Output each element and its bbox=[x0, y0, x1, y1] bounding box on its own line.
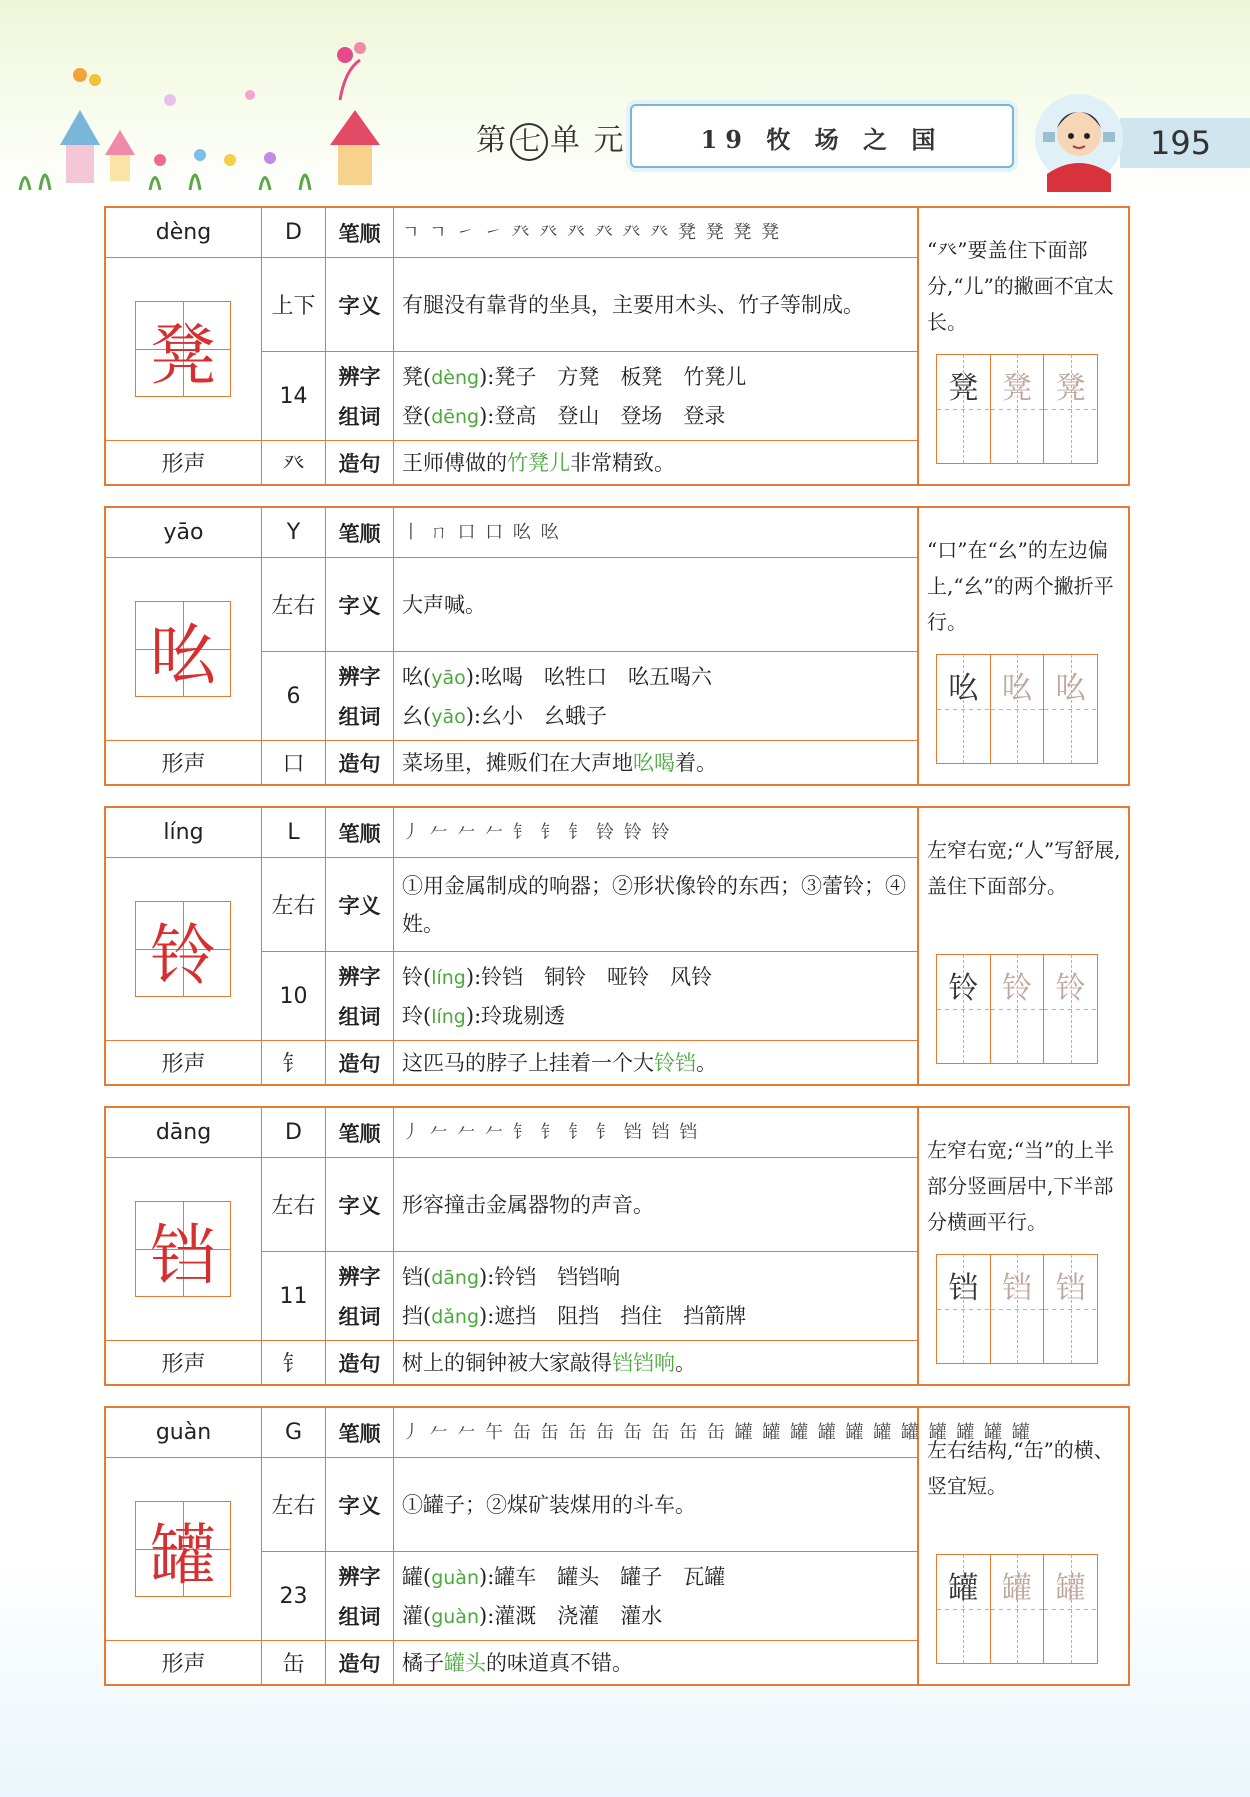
stroke-count: 11 bbox=[262, 1252, 326, 1341]
writing-tip: 左窄右宽;“人”写舒展,盖住下面部分。 bbox=[927, 838, 1121, 898]
stroke-order-cell bbox=[394, 208, 918, 258]
char-type: 形声 bbox=[106, 1041, 262, 1084]
stroke-order: 丿 𠂉 𠂉 午 缶 缶 缶 缶 缶 缶 缶 缶 罐 罐 罐 罐 罐 罐 罐 罐 罐 罐 罐 bbox=[402, 1421, 1032, 1443]
radical: 钅 bbox=[262, 1041, 326, 1084]
practice-cell: 罐 bbox=[991, 1555, 1045, 1663]
pinyin: dāng bbox=[106, 1108, 262, 1158]
bianzi-line-1: 铛(dāng):铃铛 铛铛响 bbox=[402, 1265, 621, 1289]
zuci-label: 组词 bbox=[338, 705, 381, 729]
page-header bbox=[0, 0, 1250, 200]
structure: 左右 bbox=[262, 1158, 326, 1252]
practice-grid bbox=[936, 1554, 1098, 1664]
bianzi-label: 辨字 bbox=[338, 1265, 381, 1289]
bianzi-zuci bbox=[394, 1252, 918, 1341]
writing-tip: 左窄右宽;“当”的上半部分竖画居中,下半部分横画平行。 bbox=[927, 1138, 1115, 1234]
initial-letter: Y bbox=[262, 508, 326, 558]
practice-cell: 罐 bbox=[1044, 1555, 1097, 1663]
meaning bbox=[394, 858, 918, 952]
writing-tip: 左右结构,“缶”的横、竖宜短。 bbox=[927, 1438, 1114, 1498]
char-type: 形声 bbox=[106, 741, 262, 784]
sentence-highlight: 铃铛 bbox=[654, 1050, 696, 1075]
practice-cell: 铃 bbox=[937, 955, 991, 1063]
mascot-icon bbox=[1025, 82, 1133, 192]
stroke-count: 6 bbox=[262, 652, 326, 741]
sentence: 这匹马的脖子上挂着一个大 铃铛 。 bbox=[394, 1041, 918, 1084]
stroke-order: ㄱ ㄱ ㇀ ㇀ 癶 癶 癶 癶 癶 癶 凳 凳 凳 凳 bbox=[402, 221, 782, 243]
unit-number: 七 bbox=[510, 123, 548, 161]
writing-tip: “癶”要盖住下面部分,“儿”的撇画不宜太长。 bbox=[927, 238, 1114, 334]
practice-cell: 凳 bbox=[991, 355, 1045, 463]
bianzi-line-2: 挡(dǎng):遮挡 阻挡 挡住 挡箭牌 bbox=[402, 1304, 747, 1328]
bianzi-label: 辨字 bbox=[338, 1565, 381, 1589]
bianzi-line-2: 幺(yāo):幺小 幺蛾子 bbox=[402, 704, 607, 728]
radical: 钅 bbox=[262, 1341, 326, 1384]
bianzi-zuci-labels bbox=[326, 1252, 394, 1341]
practice-grid bbox=[936, 654, 1098, 764]
initial-letter: L bbox=[262, 808, 326, 858]
pinyin: dèng bbox=[106, 208, 262, 258]
bianzi-line-1: 罐(guàn):罐车 罐头 罐子 瓦罐 bbox=[402, 1565, 726, 1589]
bianzi-line-2: 灌(guàn):灌溉 浇灌 灌水 bbox=[402, 1604, 663, 1628]
meaning-text: 有腿没有靠背的坐具，主要用木头、竹子等制成。 bbox=[402, 292, 864, 317]
zuci-label: 组词 bbox=[338, 405, 381, 429]
zuci-label: 组词 bbox=[338, 1305, 381, 1329]
big-char: 铛 bbox=[150, 1216, 216, 1294]
practice-cell: 铛 bbox=[1044, 1255, 1097, 1363]
sentence: 菜场里，摊贩们在大声地 吆喝 着。 bbox=[394, 741, 918, 784]
structure: 左右 bbox=[262, 558, 326, 652]
meaning-label: 字义 bbox=[326, 1158, 394, 1252]
big-char-box bbox=[135, 301, 231, 397]
sentence-label: 造句 bbox=[326, 1341, 394, 1384]
big-char: 铃 bbox=[150, 916, 216, 994]
character-card bbox=[104, 206, 1130, 486]
bianzi-line-1: 吆(yāo):吆喝 吆牲口 吆五喝六 bbox=[402, 665, 712, 689]
pinyin: guàn bbox=[106, 1408, 262, 1458]
stroke-order: 丿 𠂉 𠂉 𠂉 钅 钅 钅 铃 铃 铃 bbox=[402, 821, 672, 843]
pinyin: yāo bbox=[106, 508, 262, 558]
stroke-order-label: 笔顺 bbox=[326, 508, 394, 558]
big-char-cell bbox=[106, 258, 262, 441]
bianzi-zuci-labels bbox=[326, 1552, 394, 1641]
sentence-label: 造句 bbox=[326, 1041, 394, 1084]
char-type: 形声 bbox=[106, 1341, 262, 1384]
char-type: 形声 bbox=[106, 1641, 262, 1684]
practice-grid bbox=[936, 1254, 1098, 1364]
character-card bbox=[104, 1106, 1130, 1386]
sentence-highlight: 铛铛响 bbox=[612, 1350, 675, 1375]
practice-grid bbox=[936, 954, 1098, 1064]
bianzi-line-2: 玲(líng):玲珑剔透 bbox=[402, 1004, 566, 1028]
garden-decoration-icon bbox=[0, 40, 420, 200]
bianzi-zuci bbox=[394, 952, 918, 1041]
meaning bbox=[394, 558, 918, 652]
bianzi-label: 辨字 bbox=[338, 665, 381, 689]
character-card bbox=[104, 506, 1130, 786]
big-char: 凳 bbox=[150, 316, 216, 394]
lesson-title-scroll bbox=[630, 104, 1014, 168]
initial-letter: G bbox=[262, 1408, 326, 1458]
initial-letter: D bbox=[262, 1108, 326, 1158]
initial-letter: D bbox=[262, 208, 326, 258]
structure: 左右 bbox=[262, 1458, 326, 1552]
big-char-box bbox=[135, 1201, 231, 1297]
big-char-box bbox=[135, 601, 231, 697]
sentence: 橘子 罐头 的味道真不错。 bbox=[394, 1641, 918, 1684]
meaning-text: ①用金属制成的响器；②形状像铃的东西；③蕾铃；④姓。 bbox=[402, 873, 906, 936]
pinyin: líng bbox=[106, 808, 262, 858]
meaning-label: 字义 bbox=[326, 558, 394, 652]
bianzi-zuci bbox=[394, 352, 918, 441]
character-card bbox=[104, 1406, 1130, 1686]
stroke-order: 丿 𠂉 𠂉 𠂉 钅 钅 钅 钅 铛 铛 铛 bbox=[402, 1121, 700, 1143]
stroke-order-label: 笔顺 bbox=[326, 1408, 394, 1458]
big-char-cell bbox=[106, 1458, 262, 1641]
practice-grid bbox=[936, 354, 1098, 464]
big-char-cell bbox=[106, 1158, 262, 1341]
unit-prefix: 第 bbox=[476, 123, 508, 158]
practice-cell: 吆 bbox=[991, 655, 1045, 763]
meaning-text: 形容撞击金属器物的声音。 bbox=[402, 1192, 654, 1217]
zuci-label: 组词 bbox=[338, 1605, 381, 1629]
bianzi-zuci bbox=[394, 1552, 918, 1641]
character-card bbox=[104, 806, 1130, 1086]
meaning-label: 字义 bbox=[326, 1458, 394, 1552]
stroke-order-label: 笔顺 bbox=[326, 1108, 394, 1158]
stroke-order-cell bbox=[394, 1408, 1032, 1458]
sentence: 王师傅做的 竹凳儿 非常精致。 bbox=[394, 441, 918, 484]
big-char-cell bbox=[106, 858, 262, 1041]
bianzi-zuci-labels bbox=[326, 952, 394, 1041]
sentence-label: 造句 bbox=[326, 741, 394, 784]
practice-cell: 铛 bbox=[991, 1255, 1045, 1363]
meaning-label: 字义 bbox=[326, 258, 394, 352]
practice-cell: 铛 bbox=[937, 1255, 991, 1363]
practice-cell: 吆 bbox=[1044, 655, 1097, 763]
meaning bbox=[394, 1458, 918, 1552]
practice-cell: 铃 bbox=[991, 955, 1045, 1063]
meaning-text: ①罐子；②煤矿装煤用的斗车。 bbox=[402, 1492, 696, 1517]
stroke-order-cell bbox=[394, 808, 918, 858]
bianzi-zuci bbox=[394, 652, 918, 741]
unit-heading bbox=[476, 115, 626, 161]
bianzi-line-1: 凳(dèng):凳子 方凳 板凳 竹凳儿 bbox=[402, 365, 747, 389]
zuci-label: 组词 bbox=[338, 1005, 381, 1029]
sentence-highlight: 竹凳儿 bbox=[507, 450, 570, 475]
bianzi-line-1: 铃(líng):铃铛 铜铃 哑铃 风铃 bbox=[402, 965, 713, 989]
practice-cell: 凳 bbox=[1044, 355, 1097, 463]
page-number: 195 bbox=[1150, 124, 1212, 162]
structure: 上下 bbox=[262, 258, 326, 352]
stroke-count: 23 bbox=[262, 1552, 326, 1641]
practice-cell: 吆 bbox=[937, 655, 991, 763]
stroke-order-label: 笔顺 bbox=[326, 808, 394, 858]
meaning-text: 大声喊。 bbox=[402, 592, 486, 617]
unit-suffix: 单 元 bbox=[550, 123, 626, 158]
bianzi-label: 辨字 bbox=[338, 965, 381, 989]
big-char: 罐 bbox=[150, 1516, 216, 1594]
stroke-count: 14 bbox=[262, 352, 326, 441]
bianzi-zuci-labels bbox=[326, 352, 394, 441]
meaning bbox=[394, 258, 918, 352]
sentence-highlight: 罐头 bbox=[444, 1650, 486, 1675]
big-char-cell bbox=[106, 558, 262, 741]
practice-cell: 铃 bbox=[1044, 955, 1097, 1063]
big-char: 吆 bbox=[150, 616, 216, 694]
bianzi-line-2: 登(dēng):登高 登山 登场 登录 bbox=[402, 404, 726, 428]
bianzi-label: 辨字 bbox=[338, 365, 381, 389]
big-char-box bbox=[135, 901, 231, 997]
lesson-title: 19 牧 场 之 国 bbox=[700, 125, 944, 154]
big-char-box bbox=[135, 1501, 231, 1597]
writing-tip: “口”在“幺”的左边偏上,“幺”的两个撇折平行。 bbox=[927, 538, 1114, 634]
stroke-count: 10 bbox=[262, 952, 326, 1041]
radical: 癶 bbox=[262, 441, 326, 484]
practice-cell: 罐 bbox=[937, 1555, 991, 1663]
stroke-order: 丨 ㄇ 口 口 吆 吆 bbox=[402, 521, 561, 543]
meaning bbox=[394, 1158, 918, 1252]
structure: 左右 bbox=[262, 858, 326, 952]
practice-cell: 凳 bbox=[937, 355, 991, 463]
radical: 口 bbox=[262, 741, 326, 784]
char-type: 形声 bbox=[106, 441, 262, 484]
stroke-order-label: 笔顺 bbox=[326, 208, 394, 258]
bianzi-zuci-labels bbox=[326, 652, 394, 741]
sentence-label: 造句 bbox=[326, 441, 394, 484]
sentence-highlight: 吆喝 bbox=[633, 750, 675, 775]
radical: 缶 bbox=[262, 1641, 326, 1684]
meaning-label: 字义 bbox=[326, 858, 394, 952]
stroke-order-cell bbox=[394, 1108, 918, 1158]
sentence: 树上的铜钟被大家敲得 铛铛响 。 bbox=[394, 1341, 918, 1384]
sentence-label: 造句 bbox=[326, 1641, 394, 1684]
stroke-order-cell bbox=[394, 508, 918, 558]
